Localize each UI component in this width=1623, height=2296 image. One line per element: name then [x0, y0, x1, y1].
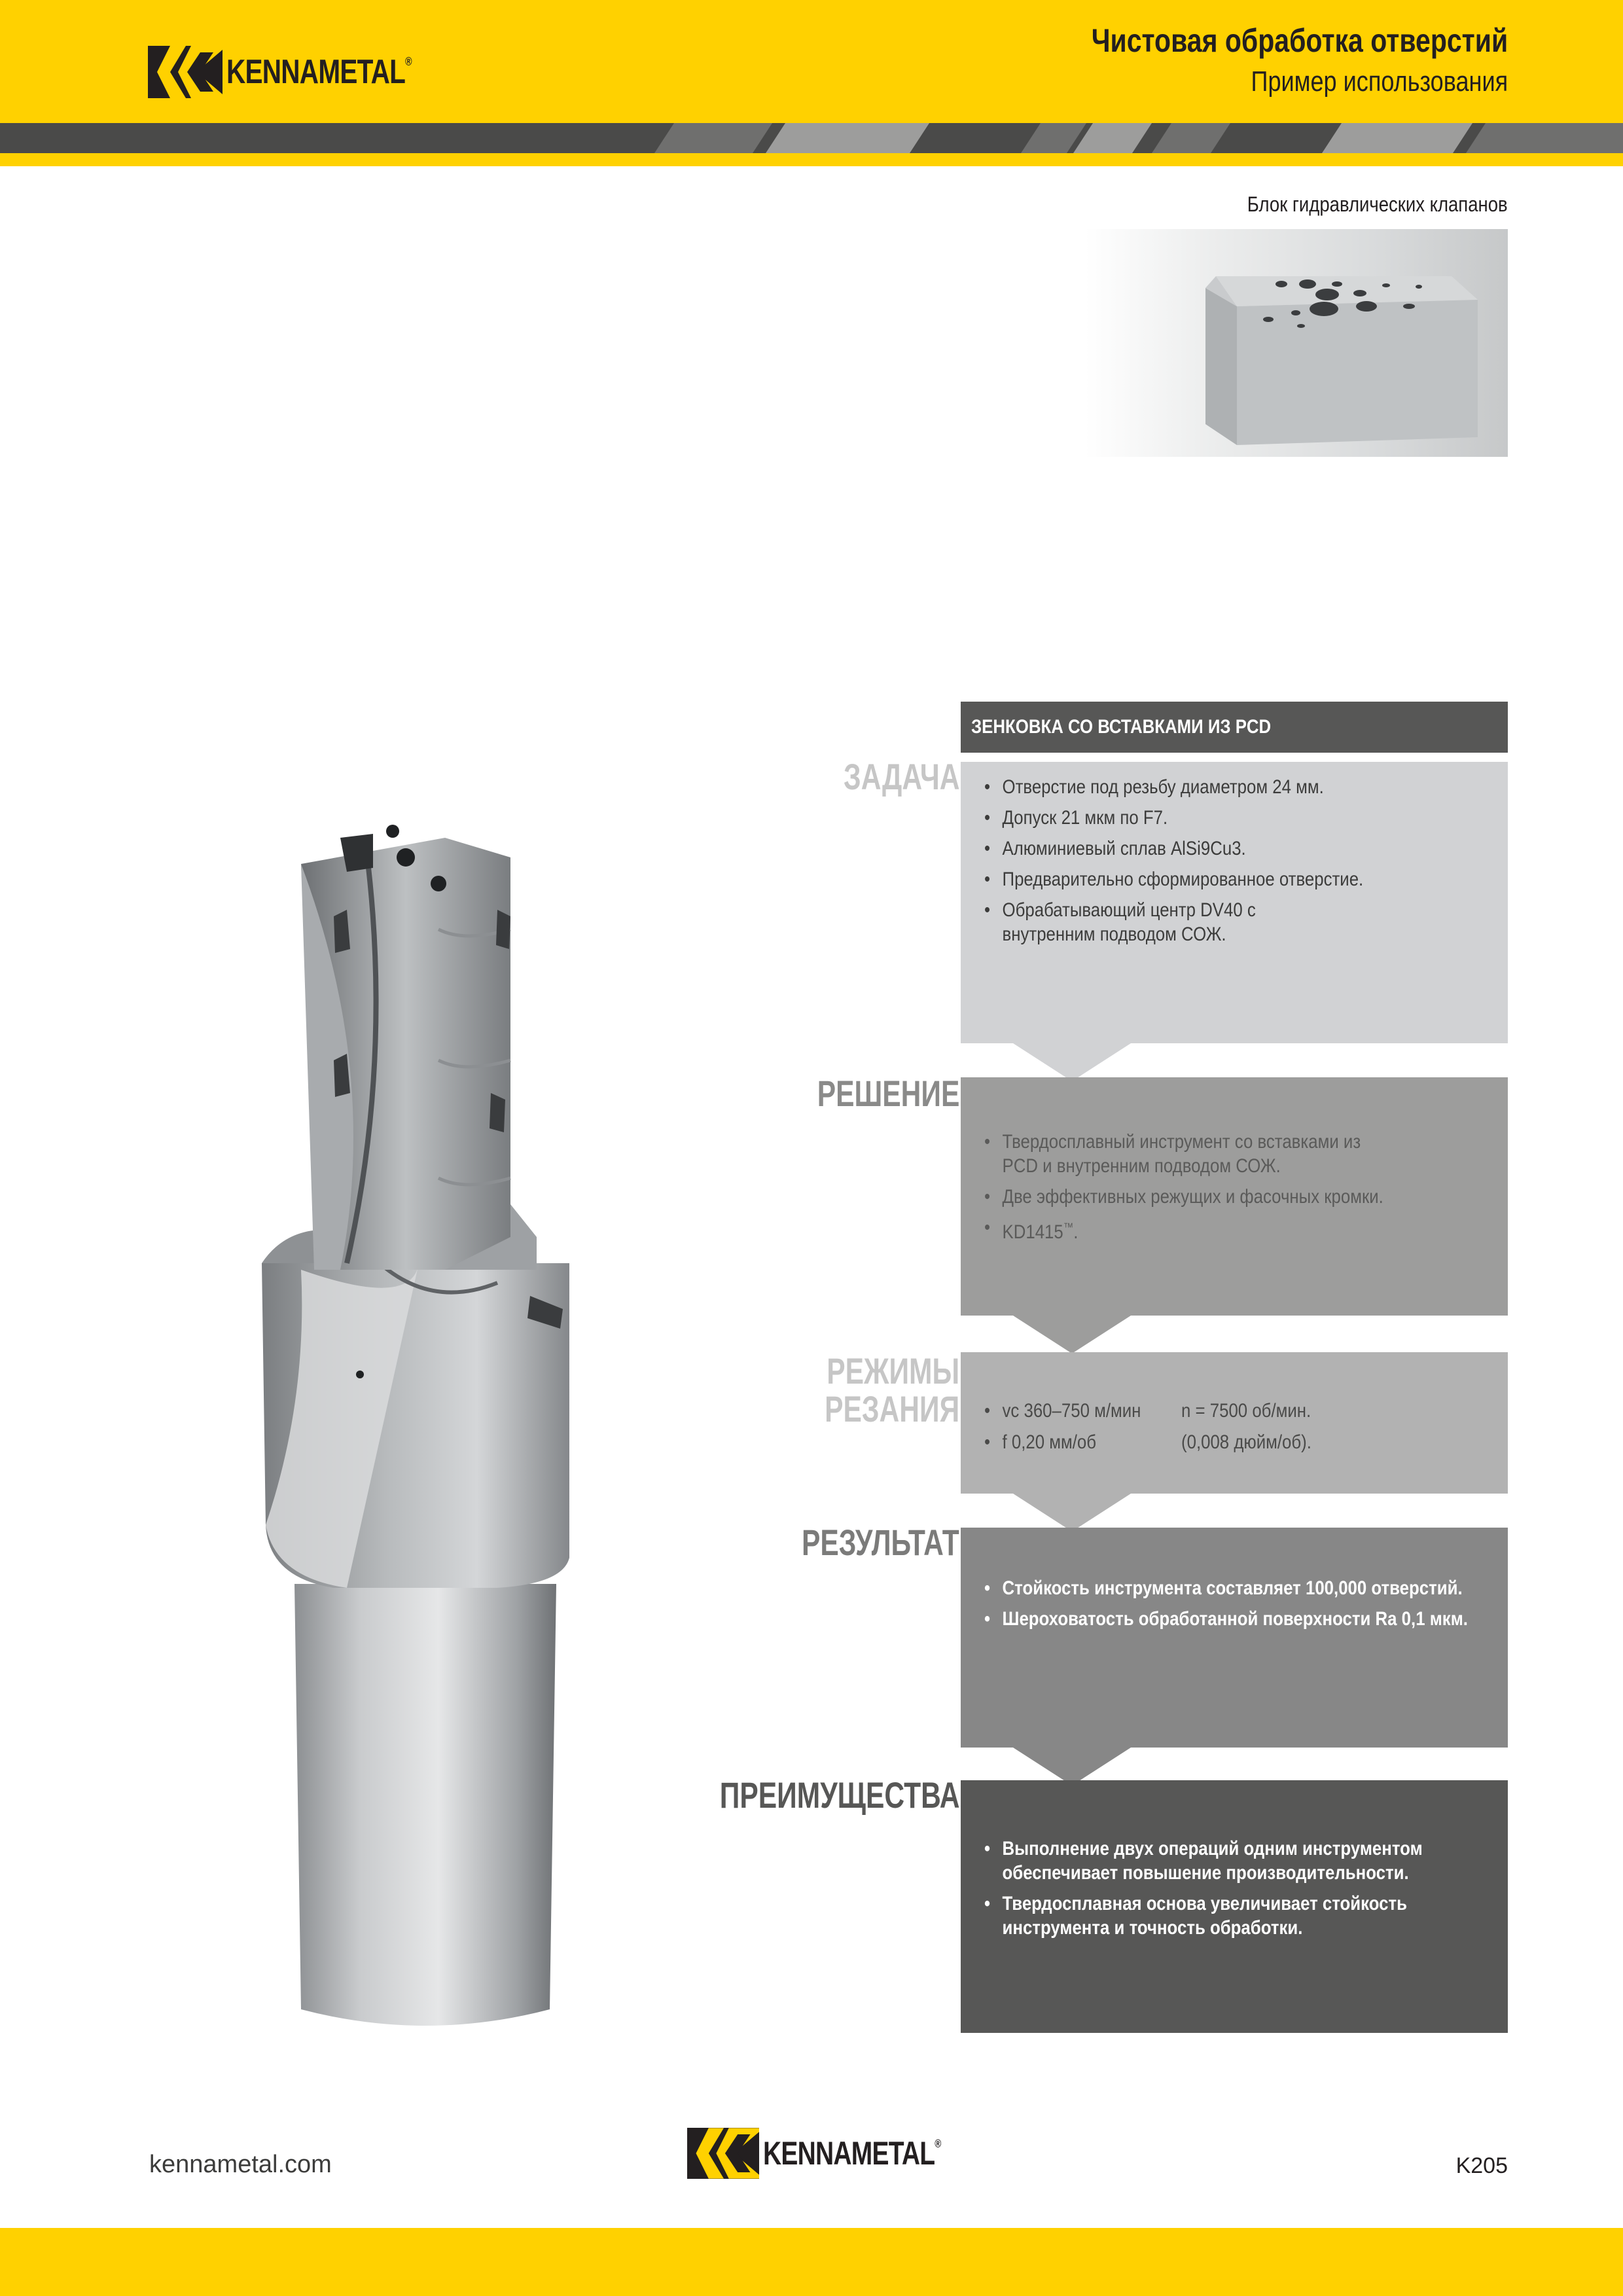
page-number: K205	[1455, 2153, 1508, 2178]
arrow-down-icon	[1013, 1043, 1131, 1081]
benefits-list	[984, 1837, 1491, 1946]
result-list	[984, 1576, 1491, 1638]
page-title: Чистовая обработка отверстий	[1091, 22, 1508, 59]
header-title-block	[1092, 20, 1508, 102]
arrow-down-icon	[1013, 1316, 1131, 1354]
task-label: ЗАДАЧА	[843, 756, 959, 797]
list-item: • Допуск 21 мкм по F7.	[984, 806, 1491, 830]
trademark-mark: ™	[1063, 1221, 1074, 1234]
list-item: • Стойкость инструмента составляет 100,000 отверстий.	[984, 1576, 1491, 1600]
list-item: • Твердосплавная основа увеличивает стойкость инструмента и точность обработки.	[984, 1892, 1423, 1940]
kennametal-logo	[148, 46, 464, 98]
kennametal-k-icon	[148, 46, 223, 98]
kennametal-k-icon	[687, 2128, 759, 2179]
benefits-label: ПРЕИМУЩЕСТВА	[719, 1774, 959, 1816]
list-item: • Алюминиевый сплав AlSi9Cu3.	[984, 836, 1491, 861]
result-label: РЕЗУЛЬТАТ	[802, 1522, 959, 1563]
solution-section	[961, 1077, 1508, 1316]
list-item-grade: • KD1415™.	[984, 1215, 1491, 1244]
cutting-modes-section: • vc 360–750 м/мин n = 7500 об/мин. • f 0,20 мм/об (0,008 дюйм/об).	[961, 1352, 1508, 1494]
task-section	[961, 762, 1508, 1043]
spindle-speed: n = 7500 об/мин.	[1181, 1400, 1311, 1422]
result-section	[961, 1528, 1508, 1748]
page-subtitle: Пример использования	[1251, 65, 1508, 98]
cutting-modes-label	[825, 1352, 959, 1428]
list-item: • Обрабатывающий центр DV40 с внутренним подводом СОЖ.	[984, 898, 1333, 946]
page-header	[0, 0, 1623, 123]
task-list	[984, 775, 1491, 953]
solution-label: РЕШЕНИЕ	[817, 1073, 959, 1114]
list-item: • Шероховатость обработанной поверхности Ra 0,1 мкм.	[984, 1607, 1491, 1631]
grade-name: KD1415	[1002, 1221, 1063, 1243]
list-item: • Выполнение двух операций одним инструментом обеспечивает повышение производительности.	[984, 1837, 1423, 1885]
pcd-countersink-tool-image	[249, 812, 615, 2042]
website-url: kennametal.com	[149, 2151, 332, 2178]
brand-wordmark: KENNAMETAL®	[763, 2135, 941, 2172]
arrow-down-icon	[1013, 1494, 1131, 1532]
list-item: • Предварительно сформированное отверстие.	[984, 867, 1491, 891]
kennametal-footer-logo	[687, 2127, 991, 2179]
solution-list	[984, 1130, 1491, 1251]
feed-rate-imperial: (0,008 дюйм/об).	[1181, 1431, 1311, 1453]
cutting-speed: vc 360–750 м/мин	[1002, 1400, 1141, 1422]
footer-yellow-bar	[0, 2228, 1623, 2296]
hydraulic-block-image	[1085, 229, 1508, 457]
panel-title: ЗЕНКОВКА СО ВСТАВКАМИ ИЗ PCD	[971, 716, 1272, 738]
header-yellow-line	[0, 153, 1623, 166]
list-item: • Две эффективных режущих и фасочных кромки.	[984, 1185, 1491, 1209]
list-item: • Твердосплавный инструмент со вставками из PCD и внутренним подводом СОЖ.	[984, 1130, 1367, 1178]
workpiece-caption: Блок гидравлических клапанов	[1247, 192, 1508, 216]
header-stripe	[0, 123, 1623, 153]
cutting-modes-label-line1: РЕЖИМЫ	[827, 1350, 959, 1391]
list-item: • Отверстие под резьбу диаметром 24 мм.	[984, 775, 1491, 799]
brand-wordmark: KENNAMETAL®	[226, 53, 412, 91]
cutting-modes-label-line2: РЕЗАНИЯ	[824, 1388, 959, 1429]
benefits-section	[961, 1780, 1508, 2033]
panel-title-bar	[961, 702, 1508, 753]
feed-rate: f 0,20 мм/об	[1002, 1431, 1097, 1453]
